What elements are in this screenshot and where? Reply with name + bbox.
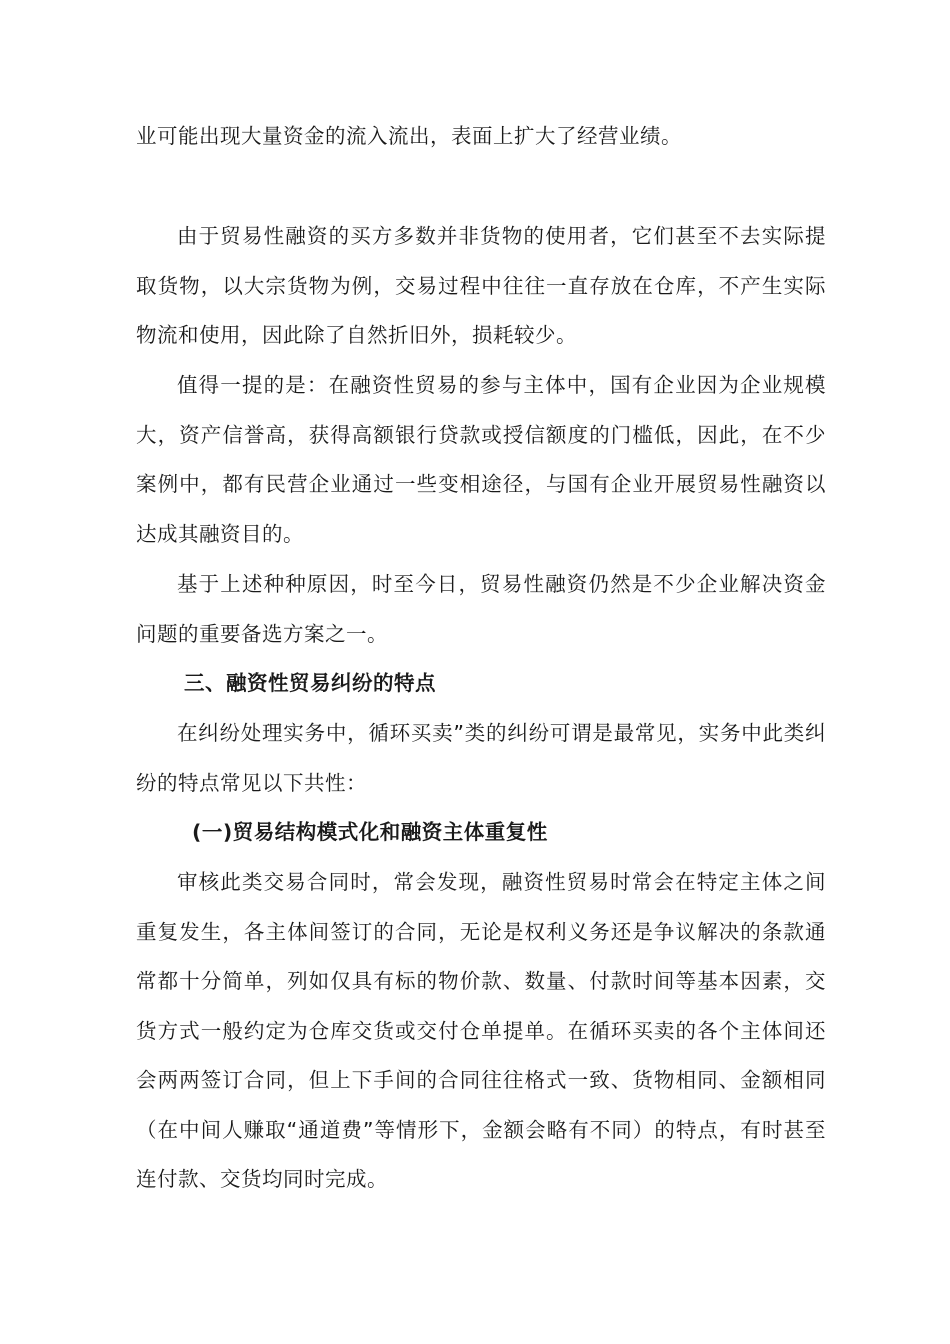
- paragraph-contract-review: 审核此类交易合同时，常会发现，融资性贸易时常会在特定主体之间重复发生，各主体间签订的合同，无论是权利义务还是争议解决的条款通常都十分简单，列如仅具有标的物价款、数量、付款时间等基本因素，交货方式一般约定为仓库交货或交付仓单提单。在循环买卖的各个主体间还会两两签订合同，但上下手间的合同往往格式一致、货物相同、金额相同（在中间人赚取“通道费”等情形下，金额会略有不同）的特点，有时甚至连付款、交货均同时完成。: [136, 870, 826, 1191]
- paragraph-state-enterprises: 值得一提的是：在融资性贸易的参与主体中，国有企业因为企业规模大，资产信誉高，获得高额银行贷款或授信额度的门槛低，因此，在不少案例中，都有民营企业通过一些变相途径，与国有企业开展贸易性融资以达成其融资目的。: [136, 373, 826, 546]
- paragraph-dispute-intro: 在纠纷处理实务中，循环买卖”类的纠纷可谓是最常见，实务中此类纠纷的特点常见以下共性：: [136, 721, 826, 795]
- section-heading-3: 三、融资性贸易纠纷的特点: [184, 671, 436, 695]
- paragraph-continuation: 业可能出现大量资金的流入流出，表面上扩大了经营业绩。: [136, 124, 682, 148]
- subsection-heading-1: (一)贸易结构模式化和融资主体重复性: [192, 820, 548, 844]
- paragraph-reasons-summary: 基于上述种种原因，时至今日，贸易性融资仍然是不少企业解决资金问题的重要备选方案之一。: [136, 572, 826, 646]
- paragraph-buyer-not-user: 由于贸易性融资的买方多数并非货物的使用者，它们甚至不去实际提取货物，以大宗货物为例，交易过程中往往一直存放在仓库，不产生实际物流和使用，因此除了自然折旧外，损耗较少。: [136, 224, 826, 347]
